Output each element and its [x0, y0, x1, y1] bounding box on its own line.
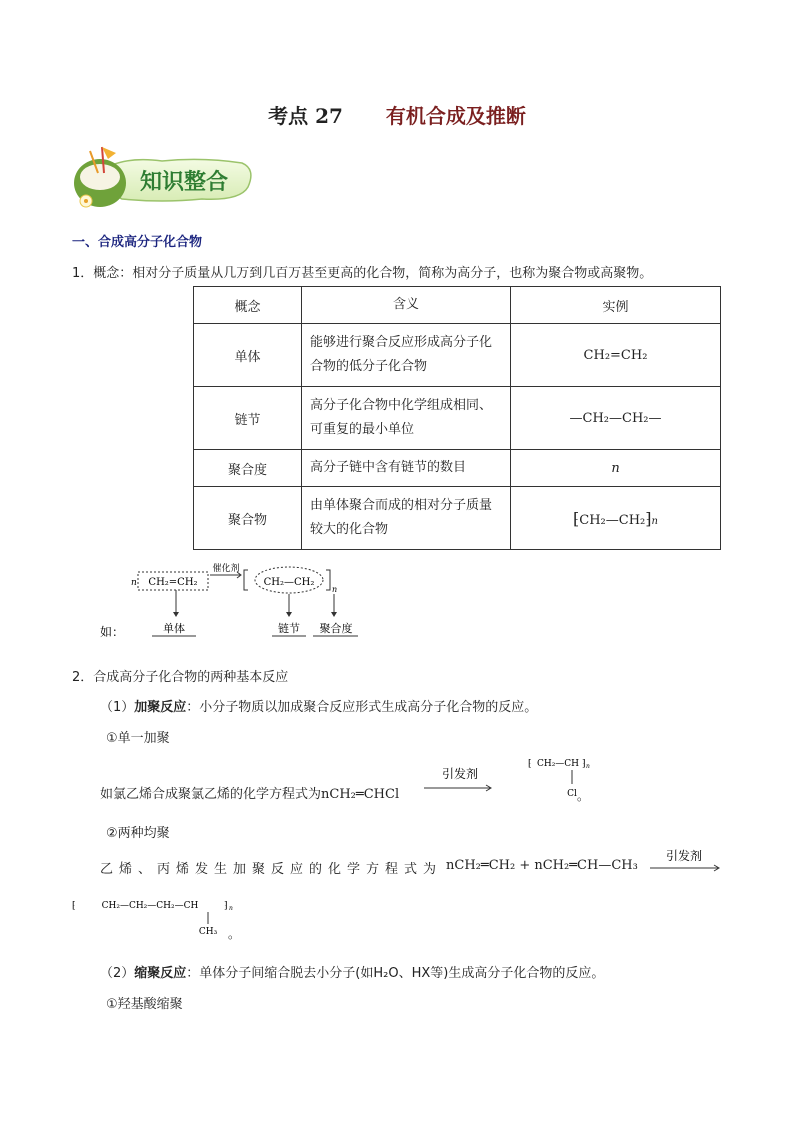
label-unit: 链节	[278, 622, 300, 635]
header-cell: 含义	[302, 287, 511, 324]
pvc-chain: CH₂—CH	[536, 759, 580, 769]
example-cell: n	[511, 450, 721, 487]
table-header-row	[194, 287, 721, 324]
pvc-arrow-label: 引发剂	[441, 767, 479, 781]
addition-term: 加聚反应	[134, 700, 187, 715]
meaning-cell: 高分子链中含有链节的数目	[302, 450, 511, 487]
copolymer-text: 乙烯、丙烯发生加聚反应的化学方程式为	[100, 862, 443, 877]
copolymer-arrow	[648, 846, 722, 872]
example-cell: —CH₂—CH₂—	[511, 387, 721, 450]
two-monomer-label: ②两种均聚	[106, 826, 170, 841]
svg-text:⁆: ⁆	[582, 759, 586, 769]
svg-text:⁅: ⁅	[528, 759, 532, 769]
meaning-cell: 高分子化合物中化学组成相同、可重复的最小单位	[302, 387, 511, 450]
copolymer-product	[72, 894, 262, 942]
section-heading: 一、合成高分子化合物	[72, 235, 203, 250]
badge-text: 知识整合	[139, 170, 229, 195]
pvc-equation-text: 如氯乙烯合成聚氯乙烯的化学方程式为nCH₂═CHCl	[100, 787, 400, 802]
pvc-formula: nCH₂═CHCl	[321, 787, 400, 802]
diagram-catalyst: 催化剂	[212, 564, 240, 574]
concept-paragraph: 1．概念：相对分子质量从几万到几百万甚至更高的化合物，简称为高分子，也称为聚合物或高聚物。	[72, 266, 653, 281]
concept-table	[193, 286, 721, 550]
hydroxy-acid-label: ①羟基酸缩聚	[106, 997, 183, 1012]
copolymer-formula: nCH₂═CH₂ + nCH₂═CH—CH₃	[446, 858, 638, 873]
condensation-term: 缩聚反应	[134, 966, 187, 981]
meaning-cell: 由单体聚合而成的相对分子质量较大的化合物	[302, 487, 511, 550]
condensation-paragraph: （2）缩聚反应：单体分子间缩合脱去小分子(如H₂O、HX等)生成高分子化合物的反应。	[100, 966, 605, 981]
diagram-unit: CH₂—CH₂	[263, 577, 315, 588]
diagram-prefix: 如：	[100, 625, 125, 639]
addition-paragraph: （1）加聚反应：小分子物质以加成聚合反应形式生成高分子化合物的反应。	[100, 700, 538, 715]
polymer-formula: CH₂—CH₂	[579, 512, 646, 528]
copolymer-chain: CH₂—CH₂—CH₂—CH	[101, 901, 199, 911]
svg-text:n: n	[586, 763, 590, 770]
reaction-types-paragraph: 2．合成高分子化合物的两种基本反应	[72, 670, 289, 685]
svg-text:。: 。	[228, 927, 241, 941]
svg-text:n: n	[229, 905, 233, 912]
table-row	[194, 324, 721, 387]
header-cell: 概念	[194, 287, 302, 324]
term-cell: 聚合物	[194, 487, 302, 550]
single-addition-label: ①单一加聚	[106, 731, 170, 746]
term-cell: 单体	[194, 324, 302, 387]
polymer-diagram	[100, 558, 400, 644]
copolymer-branch: CH₃	[198, 927, 218, 937]
term-cell: 聚合度	[194, 450, 302, 487]
pvc-product	[420, 752, 620, 802]
label-monomer: 单体	[163, 622, 185, 635]
svg-text:引发剂: 引发剂	[665, 849, 703, 863]
meaning-cell: 能够进行聚合反应形成高分子化合物的低分子化合物	[302, 324, 511, 387]
svg-text:⁆: ⁆	[224, 901, 228, 911]
pvc-branch: Cl	[567, 789, 577, 799]
label-degree: 聚合度	[319, 622, 353, 635]
example-cell: CH₂=CH₂	[511, 324, 721, 387]
diagram-monomer: CH₂=CH₂	[148, 577, 198, 588]
page-title	[0, 100, 794, 129]
topic-number: 考点 27	[268, 104, 343, 128]
table-row	[194, 450, 721, 487]
svg-text:⁅: ⁅	[72, 901, 76, 911]
example-cell: ⁅CH₂—CH₂⁆n	[511, 487, 721, 550]
topic-name: 有机合成及推断	[385, 104, 526, 128]
term-cell: 链节	[194, 387, 302, 450]
header-cell: 实例	[511, 287, 721, 324]
diagram-n: n	[131, 578, 137, 588]
diagram-subn: n	[332, 585, 338, 594]
knowledge-badge	[72, 143, 256, 213]
svg-text:。: 。	[577, 789, 590, 802]
table-row	[194, 487, 721, 550]
table-row	[194, 387, 721, 450]
